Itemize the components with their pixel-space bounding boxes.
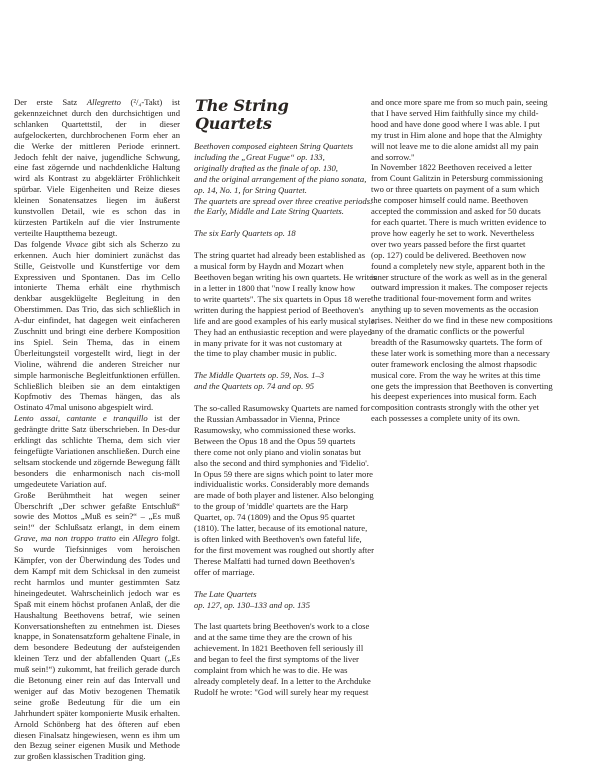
intro-line: the Early, Middle and Late String Quartets. <box>194 206 344 217</box>
section-heading <box>194 228 362 239</box>
section-heading-line: The Late Quartets <box>194 588 257 599</box>
body-line: already completely deaf. In a letter to the Archduke <box>194 675 371 686</box>
intro-line: Beethoven composed eighteen String Quartets <box>194 141 353 151</box>
body-line: composition contrasts strongly with the other yet <box>371 402 540 413</box>
intro-line: including the „Great Fugue“ op. 133, <box>194 151 325 162</box>
body-line: and at the same time they are the crown of his <box>194 632 352 643</box>
body-line: In Opus 59 there are signs which point to later more <box>194 468 373 479</box>
body-line: anything up to seven movements as the occasion <box>371 304 539 315</box>
german-text-column <box>14 97 180 762</box>
body-line: there come not only piano and violin sonatas but <box>194 446 362 457</box>
body-line: one gets the impression that Beethoven is converting <box>371 380 553 391</box>
body-line: The so-called Rasumowsky Quartets are named for <box>194 403 371 414</box>
body-line: will not leave me to die alone amidst all my pain <box>371 140 539 151</box>
body-line: accepted the commission and asked for 50 ducats <box>371 206 541 217</box>
body-line: found a completely new style, apparent both in the <box>371 260 545 271</box>
body-line: his deepest experiences into musical form. Each <box>371 391 537 402</box>
text-run: Das folgende <box>14 238 66 249</box>
body-line: offer of marriage. <box>194 566 255 577</box>
body-line: The string quartet had already been established as <box>194 250 366 261</box>
body-line: my trust in Him alone and hope that the Almighty <box>371 129 543 140</box>
tempo-marking: Allegretto <box>86 97 121 107</box>
body-line: the traditional four-movement form and writes <box>371 293 531 304</box>
body-line: breadth of the Rasumowsky quartets. The form of <box>371 336 543 347</box>
body-line: from Count Galitzin in Petersburg commissioning <box>371 173 543 184</box>
body-line: individualistic works. Considerably more demands <box>194 479 369 490</box>
body-line: written during the happiest period of Beethoven's <box>194 304 364 315</box>
tempo-marking: Lento assai, cantante e tranquillo <box>14 413 148 424</box>
paragraph <box>14 490 180 762</box>
text-run: Große Berühmtheit hat wegen seiner Überschrift „Der schwer gefaßte Entschluß“ sowie des Mottos „Muß es sein?“ – „Es muß sein!“ der Schlußsatz erlangt, in dem einem <box>14 489 180 533</box>
body-line: complaint from which he was to die. He was <box>194 665 348 676</box>
body-line: and began to feel the first symptoms of the liver <box>194 654 359 665</box>
body-line: In November 1822 Beethoven received a letter <box>371 162 532 173</box>
body-line: Therese Malfatti had turned down Beethoven's <box>194 555 355 566</box>
section-body <box>194 403 374 578</box>
body-line: over two years passed before the first quartet <box>371 238 526 249</box>
body-line: Between the Opus 18 and the Opus 59 quartets <box>194 435 356 446</box>
page-title: The String Quartets <box>195 96 289 133</box>
body-line: the time to play chamber music in public. <box>194 348 337 359</box>
intro-line: op. 14, No. 1, for String Quartet. <box>194 184 307 195</box>
body-line: that I have served Him faithfully since my child- <box>371 107 539 118</box>
intro-line: originally drafted as the finale of op. 130, <box>194 162 338 173</box>
body-line: musical core. From the way he writes at this time <box>371 369 541 380</box>
body-line: to the group of 'middle' quartets are the Harp <box>194 501 348 512</box>
body-line: in many private for it was not customary at <box>194 337 342 348</box>
section-body <box>194 621 371 697</box>
text-run: ist der gedrängte dritte Satz überschrieben. In Des-dur erklingt das schlichte Thema, dem sich vier feingefügte Variationen anschließen. Durch eine seltsam stockende und zögernde Bewegung fällt besonders die enharmonisch nach cis-moll umgedeutete Variation auf. <box>14 413 181 489</box>
text-run: folgt. So wurde Tiefsinniges vom heroischen Kämpfer, von der Überwindung des Todes und dem Kampf mit dem Schicksal in den zumeist recht harmlos und munter gestimmten Satz hineingedeutet. Wahrscheinlich jedoch war es Spaß mit einem höchst profanen Anlaß, der die Haushaltung Beethovens betraf, wie seinen Konversationsheften zu entnehmen ist. Dieses knappe, in Sonatensatzform gehaltene Finale, in dem besondere Bedeutung der aufsteigenden kleinen Terz und der abfallenden Quart („Es muß sein!“) zukommt, hat freilich gerade durch die Betonung einer rein auf das Intervall und weniger auf das Motiv bezogenen Thematik seine große Bedeutung für die um ein Jahrhundert später komponierte Musik erhalten. Arnold Schönberg hat des öfteren auf eben diesen Finalsatz hingewiesen, wenn es ihm um den Bezug seiner eigenen Musik und Methode zur großen klassischen Tradition ging. <box>14 533 180 762</box>
body-line: Rudolf he wrote: "God will surely hear my request <box>194 686 369 697</box>
paragraph <box>14 413 180 489</box>
body-line: Quartet, op. 74 (1809) and the Opus 95 quartet <box>194 512 355 523</box>
body-line: Rasumowsky, who commissioned these works. <box>194 424 356 435</box>
text-run: Der erste Satz <box>14 97 87 107</box>
tempo-marking: Grave, ma non troppo tratto <box>14 533 116 544</box>
body-line: any of the dramatic conflicts or the powerful <box>371 326 525 337</box>
section-heading-line: op. 127, op. 130–133 and op. 135 <box>194 599 311 610</box>
body-line: to write quartets". The six quartets in Opus 18 were <box>194 293 372 304</box>
body-line: (op. 127) could be delivered. Beethoven now <box>371 249 527 260</box>
text-run: (²/₄-Takt) ist gekennzeichnet durch den durchsichtigen und schlanken Quartettstil, der in dieser aufgelockerten, durchbrochenen Form eher an die Werke der mittleren Periode erinnert. Jedoch fehlt der naive, jugendliche Schwung, eine fast zögernde und nachdenkliche Haltung wird als Kontrast zu abgeklärter Fröhlichkeit spürbar. Viele Eigenheiten und Reize dieses kleinen Sonatensatzes liegen im äußerst kunstvollen Detail, wie es schon das in kürzesten Partikeln auf die vier Instrumente verteilte Hauptthema bezeugt. <box>14 97 180 238</box>
english-text-column-right <box>371 97 553 424</box>
body-line: these later work is something more than a necessary <box>371 347 550 358</box>
body-line: Beethoven began writing his own quartets. He writes <box>194 272 377 283</box>
body-line: The last quartets bring Beethoven's work to a close <box>194 621 370 632</box>
body-line: for each quartet. There is much written evidence to <box>371 216 547 227</box>
body-line: arises. Neither do we find in these new compositions <box>371 315 553 326</box>
paragraph <box>14 239 180 414</box>
body-line: the Russian Ambassador in Vienna, Prince <box>194 414 340 425</box>
body-line: a musical form by Haydn and Mozart when <box>194 261 344 272</box>
body-line: the composer himself could name. Beethoven <box>371 195 529 206</box>
body-line: is often linked with Beethoven's own fateful life, <box>194 534 362 544</box>
intro-line: and the original arrangement of the piano sonata, <box>194 173 367 184</box>
english-text-column-middle <box>194 96 377 698</box>
body-line: achievement. In 1821 Beethoven fell seriously ill <box>194 643 364 654</box>
body-line: hood and have done good where I was able. I put <box>371 118 540 129</box>
body-line: two or three quartets on payment of a sum which <box>371 184 540 195</box>
section-heading-line: and the Quartets op. 74 and op. 95 <box>194 381 315 392</box>
section-heading-line: The six Early Quartets op. 18 <box>194 228 296 239</box>
body-line: (1810). The latter, because of its emotional nature, <box>194 523 368 534</box>
body-line: life and are good examples of his early musical style. <box>194 315 377 326</box>
body-line: prove how eagerly he set to work. Nevertheless <box>371 227 535 238</box>
body-line: They had an enthusiastic reception and were played <box>194 326 372 337</box>
body-line: and once more spare me from so much pain, seeing <box>371 97 548 107</box>
sections <box>194 228 377 697</box>
intro-line: The quartets are spread over three creative periods: <box>194 195 373 206</box>
body-line: are made of both player and listener. Also belonging <box>194 490 374 501</box>
tempo-marking: Vivace <box>65 238 88 249</box>
body-line: each possesses a complete unity of its own. <box>371 413 520 424</box>
intro-paragraph <box>194 141 373 217</box>
body-line: outer framework enclosing the almost rhapsodic <box>371 358 537 369</box>
section-body <box>194 250 377 359</box>
body-line: for the first movement was roughed out shortly after <box>194 544 374 555</box>
body-line: inner structure of the work as well as in the general <box>371 271 548 282</box>
body-line: in a letter in 1800 that "now I really know how <box>194 282 356 293</box>
section-heading <box>194 370 362 392</box>
tempo-marking: Allegro <box>132 533 159 544</box>
section-heading <box>194 589 362 611</box>
paragraph <box>14 97 180 239</box>
section-heading-line: The Middle Quartets op. 59, Nos. 1–3 <box>194 370 325 381</box>
body-line: also the second and third symphonies and 'Fidelio'. <box>194 457 369 468</box>
body-line: and sorrow." <box>371 151 415 162</box>
body-line: outward impression it makes. The composer rejects <box>371 282 548 293</box>
text-run: ein <box>115 533 133 544</box>
text-run: gibt sich als Scherzo zu erkennen. Auch hier dominiert zunächst das Stille, Geistvolle und Kunstfertige vor dem Expressiven und Spontanen. Das im Cello intonierte Thema erhält eine rhythmisch denkbar ausgeklügelte Begleitung in den Oberstimmen. Das Trio, das sich schließlich in A-dur einfindet, hat dagegen weit einfacheren Zuschnitt und bringt eine derbere Komposition ins Spiel. Sein Thema, das in einem Überleitungsteil vorgestellt wird, liegt in der Violine, während die anderen Streicher nur simple harmonische Begleitfunktionen erfüllen. Schließlich bleiben sie an dem eintaktigen Kopfmotiv des Themas hängen, das als Ostinato 47mal unisono abgespielt wird. <box>14 238 180 413</box>
